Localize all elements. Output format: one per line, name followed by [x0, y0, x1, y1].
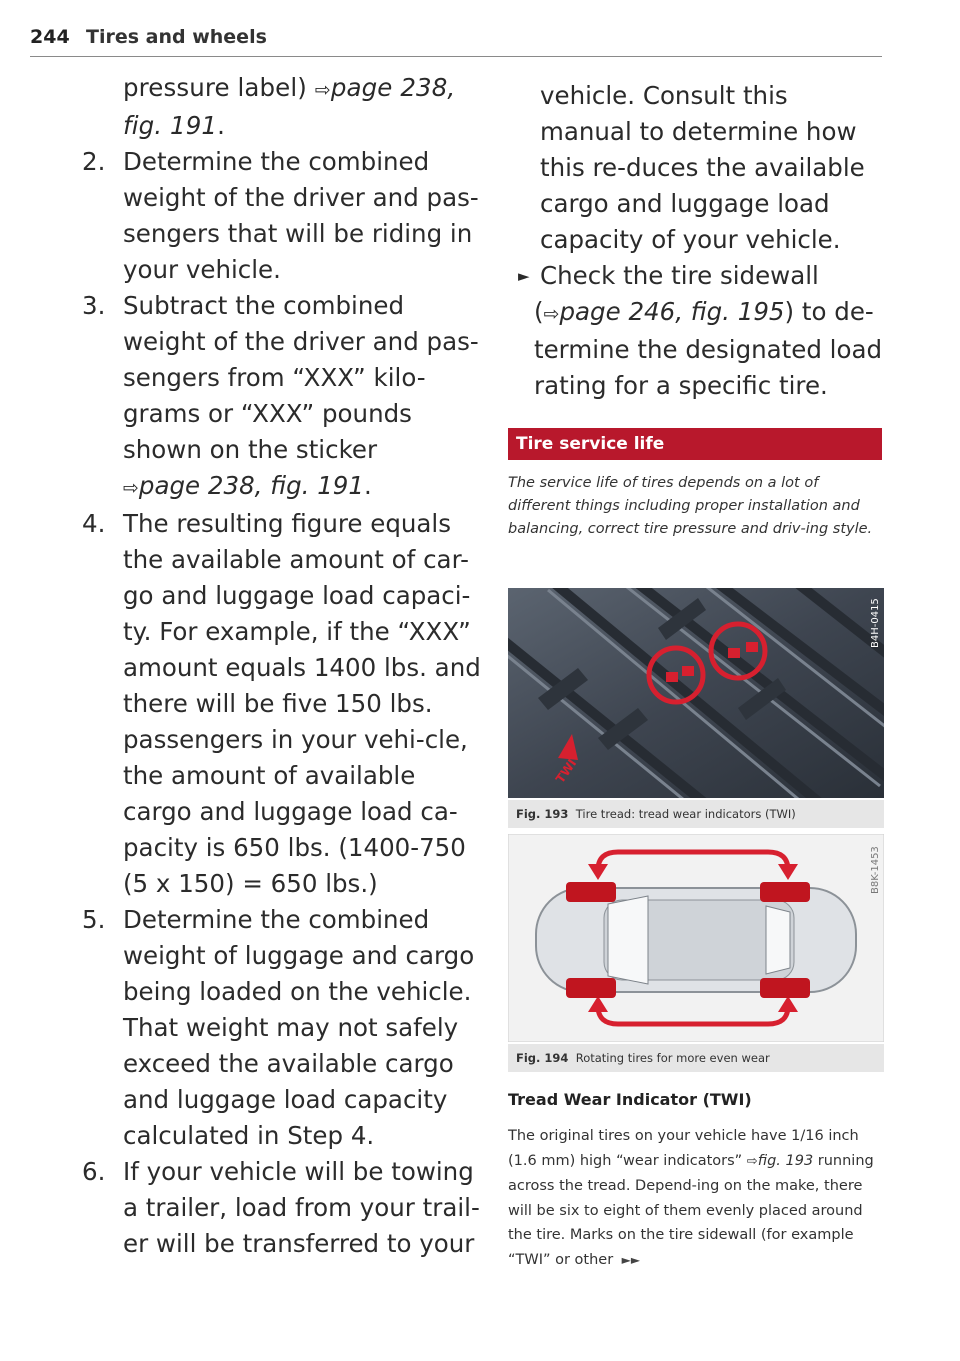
twi-mark: TWI — [552, 756, 580, 786]
section-title: Tires and wheels — [86, 26, 267, 48]
figure-code: B8K-1453 — [870, 846, 881, 894]
xref-arrow-icon: ⇨ — [123, 477, 139, 499]
figure-caption: Fig. 193 Tire tread: tread wear indicators (TWI) — [508, 800, 884, 828]
xref-arrow-icon: ⇨ — [746, 1153, 758, 1169]
section-intro: The service life of tires depends on a lot of different things including proper installation and balancing, correct tire pressure and driv-ing style. — [508, 475, 873, 537]
right-column — [518, 78, 884, 404]
tire-rotation-image — [508, 834, 884, 1042]
body-text: The original tires on your vehicle have 1/16 inch (1.6 mm) high “wear indicators” ⇨fig. 193 running across the tread. Depend-ing on the make, there will be six to eight of them evenly placed around the tire. Marks on the tire sidewall (for example “TWI” or other ►► — [508, 1128, 874, 1268]
section-heading: Tire service life — [508, 428, 882, 460]
xref-link[interactable]: page 246, fig. 195 — [559, 297, 785, 326]
tire-tread-image — [508, 588, 884, 798]
list-item: 2. Determine the combined weight of the driver and pas-sengers that will be riding in your vehicle. — [82, 147, 479, 284]
list-item: 3. Subtract the combined weight of the driver and pas-sengers from “XXX” kilo-grams or “XXX” pounds shown on the sticker ⇨page 238, fig. 191. — [82, 291, 479, 500]
subheading: Tread Wear Indicator (TWI) — [508, 1090, 752, 1109]
list-item: 6. If your vehicle will be towing a trailer, load from your trail-er will be transferred to your — [82, 1157, 480, 1258]
figure-193 — [508, 588, 884, 828]
list-item: 4. The resulting figure equals the available amount of car-go and luggage load capaci-ty. For example, if the “XXX” amount equals 1400 lbs. and there will be five 150 lbs. passengers in your vehi-cle, the amount of available cargo and luggage load ca-pacity is 650 lbs. (1400-750 (5 x 150) = 650 lbs.) — [82, 509, 481, 898]
left-column — [82, 70, 482, 1262]
page-number: 244 — [30, 26, 70, 48]
page-header — [30, 26, 882, 57]
continue-arrow-icon: ►► — [617, 1252, 641, 1267]
continuation-text: vehicle. Consult this manual to determine how this re-duces the available cargo and luggage load capacity of your vehicle. — [540, 81, 865, 254]
figure-code: B4H-0415 — [870, 598, 881, 648]
xref-link[interactable]: page 238, — [330, 73, 456, 102]
list-item: 5. Determine the combined weight of luggage and cargo being loaded on the vehicle. That weight may not safely exceed the available cargo and luggage load capacity calculated in Step 4. — [82, 905, 475, 1150]
xref-link[interactable]: page 238, fig. 191 — [138, 471, 364, 500]
xref-arrow-icon: ⇨ — [543, 303, 560, 325]
figure-194 — [508, 834, 884, 1072]
figure-caption: Fig. 194 Rotating tires for more even wear — [508, 1044, 884, 1072]
list-item: ► Check the tire sidewall (⇨page 246, fig. 195) to de-termine the designated load rating for a specific tire. — [518, 258, 884, 404]
bullet-triangle-icon: ► — [518, 267, 530, 285]
xref-link[interactable]: fig. 191 — [123, 111, 218, 140]
xref-link[interactable]: fig. 193 — [757, 1152, 814, 1169]
xref-arrow-icon: ⇨ — [314, 79, 331, 101]
continuation-text: pressure label) ⇨page 238, fig. 191. — [123, 73, 456, 140]
